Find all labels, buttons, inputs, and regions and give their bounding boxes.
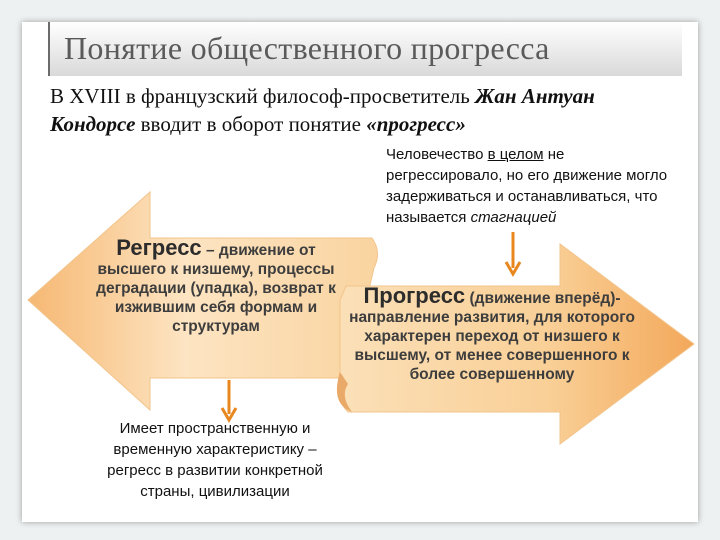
stagnation-text: не регрессировало, но его движение могло задерживаться и останавливаться, что называется: [386, 146, 668, 226]
stagnation-term: стагнацией: [470, 209, 557, 226]
progress-definition: [342, 283, 642, 384]
regress-term: Регресс: [116, 235, 202, 260]
intro-text: В XVIII в французский философ-просветитель: [50, 84, 476, 108]
spatial-pointer-arrow: [222, 380, 236, 420]
stagnation-underlined: в целом: [487, 146, 544, 163]
stagnation-note: [386, 144, 671, 228]
intro-text: вводит в оборот понятие: [135, 112, 367, 136]
spatial-note: Имеет пространственную и временную характеристику – регресс в развитии конкретной страны, цивилизации: [107, 420, 323, 500]
progress-term-label: Прогресс: [363, 283, 466, 308]
stagnation-pointer-arrow: [506, 232, 520, 274]
stagnation-text: Человечество: [386, 146, 488, 163]
progress-definition-head: (движение вперёд)-: [465, 290, 621, 307]
regress-definition: [96, 235, 336, 336]
regress-definition-text: – движение от высшего к низшему, процессы деградации (упадка), возврат к изжившим себя формам и структурам: [96, 242, 336, 335]
philosopher-surname: Кондорсе: [50, 112, 136, 136]
page-title: Понятие общественного прогресса: [64, 30, 550, 66]
progress-term: «прогресс»: [366, 112, 466, 136]
philosopher-name: Жан Антуан: [475, 84, 595, 108]
progress-definition-text: направление развития, для которого характерен переход от низшего к высшему, от менее совершенного к более совершенному: [349, 309, 635, 383]
